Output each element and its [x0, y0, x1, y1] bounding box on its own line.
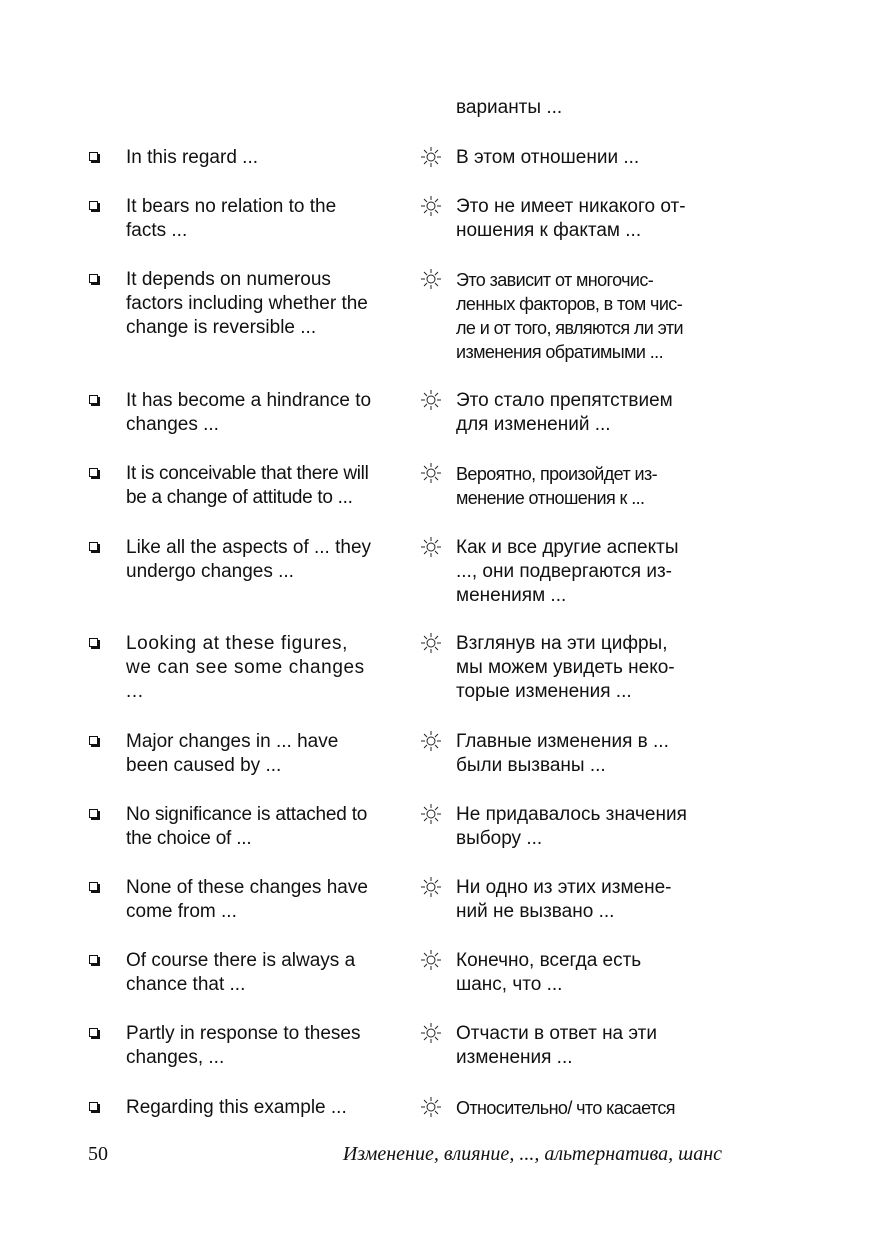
- continuation-text: варианты ...: [456, 97, 563, 118]
- checkbox-bullet-icon: [89, 542, 98, 551]
- checkbox-bullet-icon: [89, 882, 98, 891]
- english-phrase: Major changes in ... have been caused by ...: [126, 731, 339, 776]
- russian-translation: Конечно, всегда есть шанс, что ...: [456, 950, 642, 995]
- sun-icon: [420, 536, 442, 558]
- english-phrase: Looking at these figures, we can see some changes ...: [126, 633, 365, 702]
- checkbox-bullet-icon: [89, 274, 98, 283]
- english-phrase: Like all the aspects of ... they undergo changes ...: [126, 537, 372, 582]
- russian-translation: В этом отношении ...: [456, 147, 640, 168]
- sun-icon: [420, 876, 442, 898]
- english-phrase: It has become a hindrance to changes ...: [126, 390, 372, 435]
- russian-translation: Как и все другие аспекты ..., они подвергаются из- менениям ...: [456, 537, 679, 606]
- checkbox-bullet-icon: [89, 638, 98, 647]
- checkbox-bullet-icon: [89, 152, 98, 161]
- russian-translation: Это зависит от многочис- ленных факторов, в том чис- ле и от того, являются ли эти изменения обратимыми ...: [456, 270, 683, 362]
- english-phrase: No significance is attached to the choice of ...: [126, 804, 368, 849]
- english-phrase: It depends on numerous factors including whether the change is reversible ...: [126, 269, 368, 338]
- page-number: 50: [88, 1143, 108, 1165]
- russian-translation: Отчасти в ответ на эти изменения ...: [456, 1023, 657, 1068]
- sun-icon: [420, 268, 442, 290]
- russian-translation: Главные изменения в ... были вызваны ...: [456, 731, 669, 776]
- english-phrase: In this regard ...: [126, 147, 259, 168]
- checkbox-bullet-icon: [89, 1102, 98, 1111]
- checkbox-bullet-icon: [89, 395, 98, 404]
- russian-translation: Не придавалось значения выбору ...: [456, 804, 687, 849]
- english-phrase: It is conceivable that there will be a change of attitude to ...: [126, 463, 369, 508]
- russian-translation: Вероятно, произойдет из- менение отношения к ...: [456, 464, 657, 508]
- russian-translation: Ни одно из этих измене- ний не вызвано ...: [456, 877, 672, 922]
- russian-translation: Это не имеет никакого от- ношения к фактам ...: [456, 196, 686, 241]
- checkbox-bullet-icon: [89, 201, 98, 210]
- sun-icon: [420, 462, 442, 484]
- checkbox-bullet-icon: [89, 1028, 98, 1037]
- russian-translation: Взглянув на эти цифры, мы можем увидеть неко- торые изменения ...: [456, 633, 675, 702]
- sun-icon: [420, 730, 442, 752]
- sun-icon: [420, 949, 442, 971]
- checkbox-bullet-icon: [89, 468, 98, 477]
- english-phrase: Partly in response to theses changes, ...: [126, 1023, 361, 1068]
- russian-translation: Это стало препятствием для изменений ...: [456, 390, 673, 435]
- sun-icon: [420, 146, 442, 168]
- english-phrase: Regarding this example ...: [126, 1097, 347, 1118]
- checkbox-bullet-icon: [89, 955, 98, 964]
- sun-icon: [420, 632, 442, 654]
- russian-translation: Относительно/ что касается: [456, 1098, 675, 1118]
- sun-icon: [420, 803, 442, 825]
- english-phrase: Of course there is always a chance that ...: [126, 950, 356, 995]
- sun-icon: [420, 195, 442, 217]
- english-phrase: It bears no relation to the facts ...: [126, 196, 337, 241]
- checkbox-bullet-icon: [89, 736, 98, 745]
- checkbox-bullet-icon: [89, 809, 98, 818]
- sun-icon: [420, 389, 442, 411]
- running-title: Изменение, влияние, ..., альтернатива, шанс: [342, 1143, 722, 1165]
- sun-icon: [420, 1096, 442, 1118]
- sun-icon: [420, 1022, 442, 1044]
- english-phrase: None of these changes have come from ...: [126, 877, 368, 922]
